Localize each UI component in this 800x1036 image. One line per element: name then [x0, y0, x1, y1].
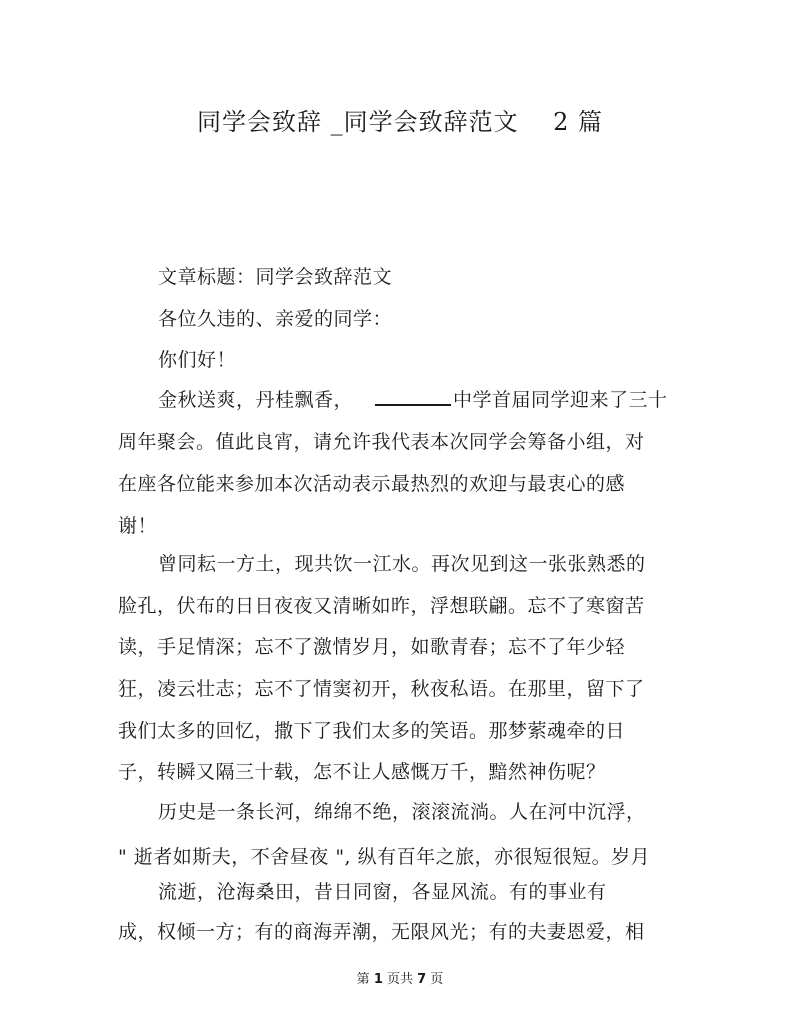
text-line: 狂，凌云壮志；忘不了情窦初开，秋夜私语。在那里，留下了 — [118, 678, 645, 700]
text-line — [158, 385, 668, 412]
text-line: " 逝者如斯夫，不舍昼夜 ", 纵有百年之旅，亦很短很短。岁月 — [118, 846, 651, 868]
text-line: 读，手足情深；忘不了激情岁月，如歌青春；忘不了年少轻 — [118, 636, 626, 658]
text-line: 周年聚会。值此良宵，请允许我代表本次同学会筹备小组，对 — [118, 431, 645, 453]
footer-middle: 页共 — [382, 972, 418, 987]
text-line: 各位久违的、亲爱的同学： — [158, 308, 393, 330]
text-line: 谢！ — [118, 515, 158, 537]
text-line: 历史是一条长河，绵绵不绝，滚滚流淌。人在河中沉浮， — [158, 801, 646, 823]
footer-prefix: 第 — [356, 972, 374, 987]
text-segment: 金秋送爽，丹桂飘香， — [158, 389, 354, 411]
text-line: 成，权倾一方；有的商海弄潮，无限风光；有的夫妻恩爱，相 — [118, 921, 645, 943]
fill-in-blank — [375, 389, 451, 406]
current-page-number: 1 — [373, 972, 383, 987]
document-title: 同学会致辞 _同学会致辞范文 2 篇 — [196, 108, 604, 136]
text-line: 子，转瞬又隔三十载，怎不让人感慨万千，黯然神伤呢？ — [118, 761, 606, 783]
footer-suffix: 页 — [426, 972, 444, 987]
text-segment: 中学首届同学迎来了三十 — [453, 389, 668, 411]
text-line: 你们好！ — [158, 349, 237, 371]
text-line: 我们太多的回忆，撒下了我们太多的笑语。那梦萦魂牵的日 — [118, 720, 626, 742]
text-line: 文章标题：同学会致辞范文 — [158, 266, 393, 288]
total-page-number: 7 — [417, 972, 427, 987]
text-line: 在座各位能来参加本次活动表示最热烈的欢迎与最衷心的感 — [118, 473, 626, 495]
text-line: 脸孔，伏布的日日夜夜又清晰如昨，浮想联翩。忘不了寒窗苦 — [118, 595, 645, 617]
text-line: 曾同耘一方土，现共饮一江水。再次见到这一张张熟悉的 — [158, 553, 646, 575]
page-footer — [0, 968, 800, 987]
text-line: 流逝，沧海桑田，昔日同窗，各显风流。有的事业有 — [158, 881, 607, 903]
